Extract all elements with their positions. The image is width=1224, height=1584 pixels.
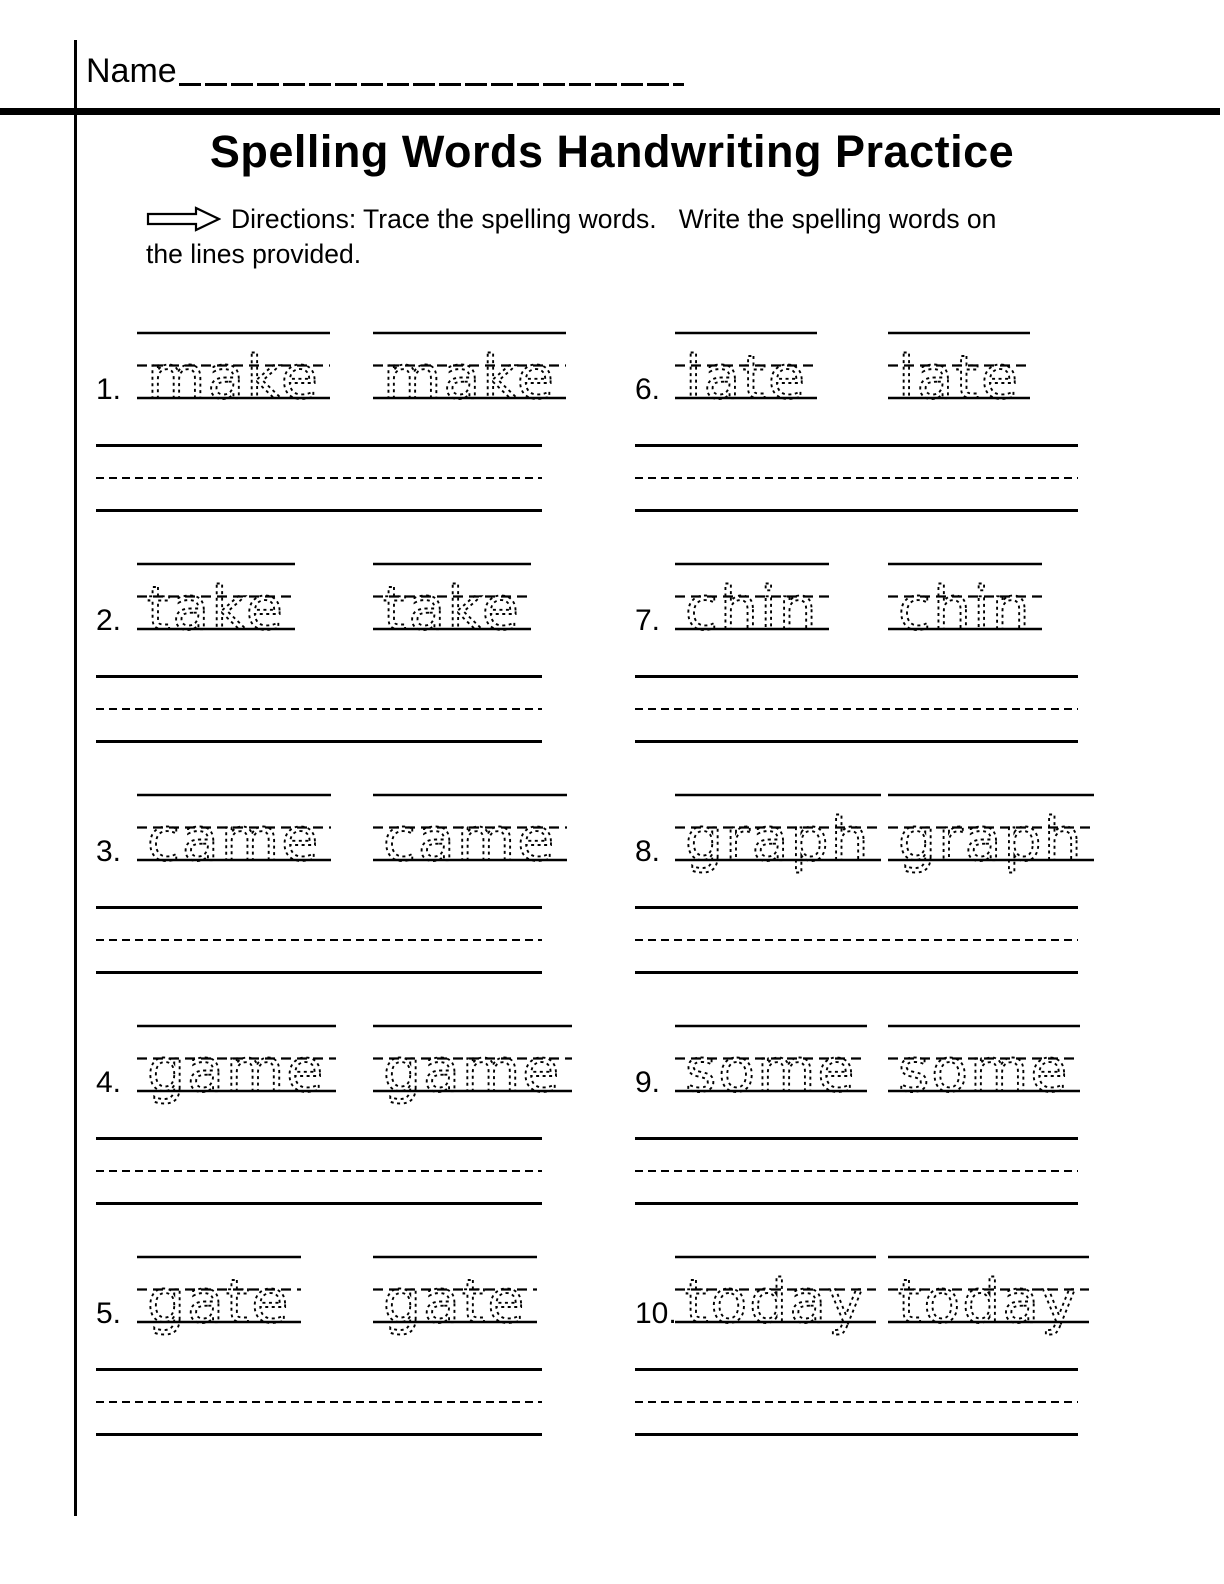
writing-line-top — [635, 444, 1078, 447]
trace-slot — [137, 331, 373, 419]
traced-word — [137, 331, 330, 419]
trace-slot — [675, 1024, 888, 1112]
writing-line-bottom — [96, 740, 542, 743]
trace-row — [635, 1024, 1078, 1112]
spelling-item-9 — [635, 1024, 1078, 1255]
writing-line-top — [96, 675, 542, 678]
writing-line-middle — [635, 708, 1078, 710]
trace-word-text: make — [147, 343, 320, 413]
traced-word — [137, 562, 295, 650]
spelling-item-5 — [96, 1255, 542, 1486]
directions-text-line2: the lines provided. — [146, 239, 362, 269]
writing-line-middle — [96, 1170, 542, 1172]
writing-line-middle — [635, 477, 1078, 479]
directions-text-line1: Directions: Trace the spelling words. Write the spelling words on — [231, 204, 997, 234]
trace-word-text: graph — [685, 805, 871, 875]
item-number: 5. — [96, 1297, 122, 1330]
writing-line-top — [96, 444, 542, 447]
writing-line-top — [96, 1368, 542, 1371]
name-label: Name — [86, 52, 177, 90]
name-blank-line — [179, 83, 684, 86]
trace-slot — [675, 562, 888, 650]
traced-word — [373, 562, 531, 650]
writing-lines — [635, 1368, 1078, 1436]
writing-line-middle — [635, 1401, 1078, 1403]
trace-row — [635, 331, 1078, 419]
writing-line-top — [96, 1137, 542, 1140]
trace-row — [96, 793, 557, 881]
trace-word-text: some — [898, 1036, 1070, 1106]
spelling-item-6 — [635, 331, 1078, 562]
writing-line-bottom — [635, 971, 1078, 974]
trace-word-text: take — [147, 574, 285, 644]
writing-line-bottom — [635, 740, 1078, 743]
trace-word-text: some — [685, 1036, 857, 1106]
writing-line-bottom — [96, 509, 542, 512]
trace-row — [635, 793, 1084, 881]
header-rule — [0, 108, 1220, 115]
writing-line-bottom — [635, 1202, 1078, 1205]
page-title: Spelling Words Handwriting Practice — [209, 126, 1015, 177]
traced-word — [888, 1024, 1080, 1112]
trace-word-text: came — [147, 805, 321, 875]
spelling-item-8 — [635, 793, 1084, 1024]
writing-lines — [96, 675, 542, 743]
arrow-right-icon — [146, 205, 221, 233]
item-number: 4. — [96, 1066, 122, 1099]
trace-word-text: today — [898, 1267, 1079, 1337]
traced-word — [888, 562, 1042, 650]
writing-line-middle — [635, 1170, 1078, 1172]
trace-word-text: gate — [383, 1267, 527, 1337]
traced-word — [888, 793, 1094, 881]
spelling-item-4 — [96, 1024, 562, 1255]
writing-line-middle — [96, 939, 542, 941]
writing-lines — [635, 444, 1078, 512]
traced-word — [888, 331, 1030, 419]
trace-row — [635, 562, 1078, 650]
trace-slot — [675, 331, 888, 419]
trace-word-text: graph — [898, 805, 1084, 875]
writing-lines — [96, 1137, 542, 1205]
writing-line-bottom — [96, 971, 542, 974]
item-number: 1. — [96, 373, 122, 406]
writing-line-top — [635, 1368, 1078, 1371]
trace-word-text: gate — [147, 1267, 291, 1337]
trace-word-text: late — [685, 343, 807, 413]
trace-row — [96, 1024, 562, 1112]
spelling-item-7 — [635, 562, 1078, 793]
trace-word-text: take — [383, 574, 521, 644]
writing-lines — [635, 906, 1078, 974]
writing-line-middle — [96, 1401, 542, 1403]
traced-word — [675, 1255, 876, 1343]
writing-line-bottom — [96, 1433, 542, 1436]
spelling-item-3 — [96, 793, 557, 1024]
trace-row — [96, 562, 542, 650]
trace-word-text: chin — [685, 574, 819, 644]
traced-word — [888, 1255, 1089, 1343]
trace-slot — [675, 1255, 888, 1343]
trace-word-text: came — [383, 805, 557, 875]
trace-slot — [137, 562, 373, 650]
item-number: 10. — [635, 1297, 677, 1330]
item-number: 8. — [635, 835, 661, 868]
traced-word — [373, 1255, 537, 1343]
traced-word — [675, 1024, 867, 1112]
item-number: 6. — [635, 373, 661, 406]
spelling-item-2 — [96, 562, 542, 793]
trace-word-text: chin — [898, 574, 1032, 644]
writing-lines — [96, 1368, 542, 1436]
writing-line-middle — [96, 708, 542, 710]
traced-word — [675, 562, 829, 650]
right-column — [635, 331, 1084, 1486]
trace-word-text: make — [383, 343, 556, 413]
trace-word-text: game — [383, 1036, 562, 1106]
traced-word — [373, 793, 567, 881]
writing-line-middle — [96, 477, 542, 479]
left-column — [96, 331, 562, 1486]
trace-slot — [137, 1024, 373, 1112]
writing-lines — [635, 1137, 1078, 1205]
item-number: 2. — [96, 604, 122, 637]
left-margin-line — [74, 40, 77, 1516]
writing-lines — [635, 675, 1078, 743]
traced-word — [675, 793, 881, 881]
trace-word-text: late — [898, 343, 1020, 413]
traced-word — [137, 1255, 301, 1343]
item-number: 3. — [96, 835, 122, 868]
trace-word-text: today — [685, 1267, 866, 1337]
trace-row — [635, 1255, 1078, 1343]
writing-lines — [96, 906, 542, 974]
trace-slot — [137, 793, 373, 881]
directions — [146, 202, 996, 272]
item-number: 7. — [635, 604, 661, 637]
spelling-item-10 — [635, 1255, 1078, 1486]
writing-line-top — [635, 675, 1078, 678]
writing-line-bottom — [635, 1433, 1078, 1436]
trace-slot — [675, 793, 888, 881]
spelling-item-1 — [96, 331, 556, 562]
name-row — [86, 52, 684, 91]
writing-lines — [96, 444, 542, 512]
traced-word — [137, 1024, 336, 1112]
traced-word — [137, 793, 331, 881]
trace-word-text: game — [147, 1036, 326, 1106]
trace-row — [96, 1255, 542, 1343]
writing-line-top — [96, 906, 542, 909]
traced-word — [675, 331, 817, 419]
writing-line-middle — [635, 939, 1078, 941]
trace-slot — [137, 1255, 373, 1343]
traced-word — [373, 331, 566, 419]
writing-line-bottom — [635, 509, 1078, 512]
trace-row — [96, 331, 556, 419]
writing-line-top — [635, 1137, 1078, 1140]
writing-line-top — [635, 906, 1078, 909]
traced-word — [373, 1024, 572, 1112]
writing-line-bottom — [96, 1202, 542, 1205]
item-number: 9. — [635, 1066, 661, 1099]
